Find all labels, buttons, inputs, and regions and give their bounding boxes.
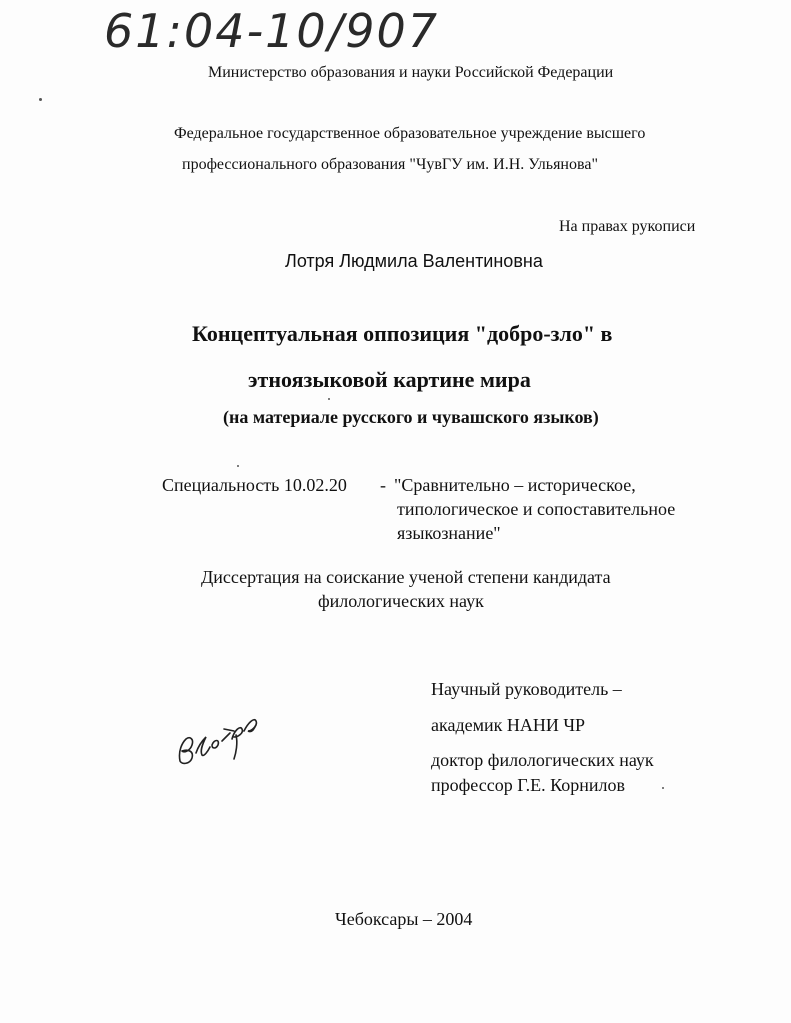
degree-line-2: филологических наук — [318, 591, 484, 611]
institution-line-2: профессионального образования "ЧувГУ им. И.Н. Ульянова" — [182, 156, 598, 173]
supervisor-name: профессор Г.Е. Корнилов — [431, 775, 625, 795]
scan-speck — [662, 787, 664, 789]
manuscript-note: На правах рукописи — [559, 218, 696, 235]
dissertation-title-line-2: этноязыковой картине мира — [248, 367, 531, 392]
dissertation-subtitle: (на материале русского и чувашского языков) — [223, 407, 599, 427]
author-name: Лотря Людмила Валентиновна — [285, 251, 543, 271]
scan-speck — [39, 98, 42, 101]
specialty-name-line-3: языкознание" — [397, 523, 501, 543]
specialty-label: Специальность 10.02.20 — [162, 475, 347, 495]
ministry-name: Министерство образования и науки Российской Федерации — [208, 64, 614, 81]
dissertation-title-line-1: Концептуальная оппозиция "добро-зло" в — [192, 321, 613, 346]
institution-line-1: Федеральное государственное образовательное учреждение высшего — [174, 125, 646, 142]
specialty-name-line-1: "Сравнительно – историческое, — [394, 475, 636, 495]
handwritten-registry-number: 61:04-10/907 — [104, 4, 439, 58]
specialty-name-line-2: типологическое и сопоставительное — [397, 499, 676, 519]
scan-speck — [328, 398, 330, 400]
degree-line-1: Диссертация на соискание ученой степени кандидата — [201, 567, 611, 587]
city-and-year: Чебоксары – 2004 — [335, 909, 473, 929]
supervisor-academic-title: академик НАНИ ЧР — [431, 715, 586, 735]
scan-speck — [237, 465, 239, 467]
supervisor-degree: доктор филологических наук — [431, 750, 654, 770]
specialty-dash: - — [380, 475, 386, 495]
supervisor-heading: Научный руководитель – — [431, 679, 622, 699]
author-signature — [172, 703, 262, 773]
